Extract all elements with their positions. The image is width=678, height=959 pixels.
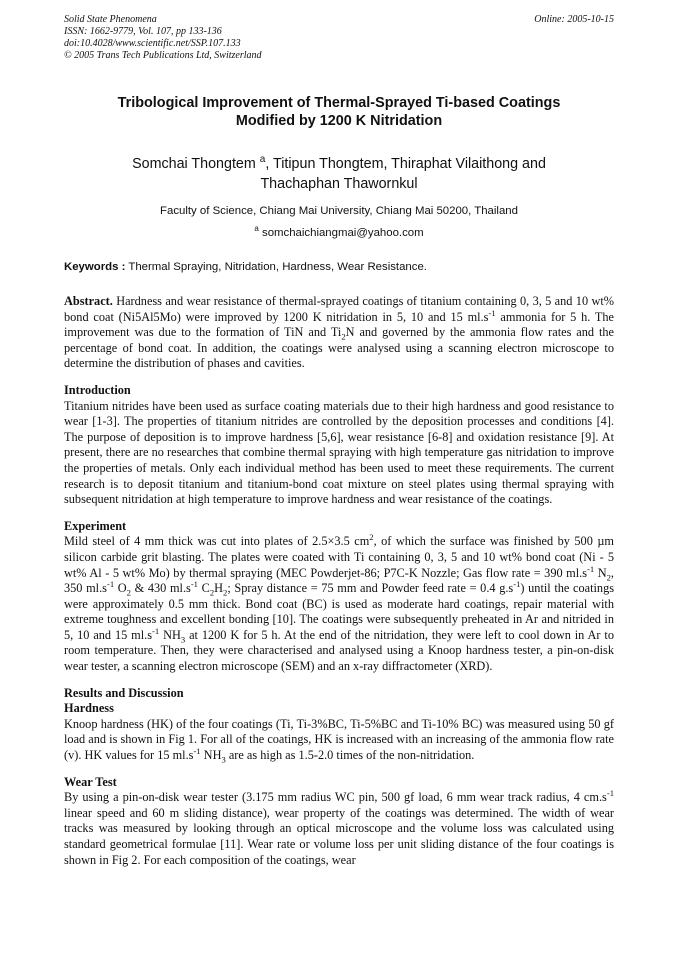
- superscript: -1: [606, 788, 614, 799]
- experiment-text-part: & 430 ml.s: [130, 581, 191, 596]
- experiment-text-part: at 1200 K for 5 h. At the end of the nitridation, they were left to cool down in Ar to room temperature. Then, they were characterised and analysed using a Knoop hardness tester, a pin-on-disk wear tester, a scanning electron microscope (SEM) and an x-ray diffractometer (XRD).: [64, 627, 614, 674]
- abstract: [64, 294, 614, 372]
- superscript: -1: [190, 579, 198, 589]
- superscript: -1: [513, 579, 521, 589]
- keywords-label: Keywords :: [64, 261, 126, 273]
- introduction-section: [64, 383, 614, 508]
- superscript: -1: [152, 625, 160, 636]
- results-section: [64, 686, 614, 869]
- wear-test-text: [64, 790, 614, 868]
- abstract-label: Abstract.: [64, 294, 113, 308]
- abstract-text: N and governed by the ammonia flow rates and the percentage of bond coat. In addition, the coatings were analysed using a scanning electron microscope to determine the distribution of phases and cavities.: [64, 325, 615, 371]
- hardness-text-part: Knoop hardness (HK) of the four coatings (Ti, Ti-3%BC, Ti-5%BC and Ti-10% BC) was measured using 50 gf load and is shown in Fig 1. For all of the coatings, HK is increased with an increasing of the ammonia flow rate (v). HK values for 15 ml.s: [64, 716, 614, 763]
- experiment-text-part: ) until the coatings were approximately 0.5 mm thick. Bond coat (BC) is used as moderate hard coatings, repair material with extreme toughness and excellent bonding [10]. The coatings were subsequently preheated in Ar and nitrided in 5, 10 and 15 ml.s: [64, 581, 615, 642]
- subscript: 2: [126, 587, 131, 598]
- abstract-text: Hardness and wear resistance of thermal-sprayed coatings of titanium containing 0, 3, 5 and 10 wt% bond coat (Ni5Al5Mo) were improved by 1200 K nitridation in 5, 10 and 15 ml.s: [64, 294, 614, 324]
- introduction-text: Titanium nitrides have been used as surface coating materials due to their high hardness and good resistance to wear [1-3]. The properties of titanium nitrides are controlled by the deposition processes and conditions [4]. The purpose of deposition is to improve hardness [5,6], wear resistance [6-8] and oxidation resistance [9]. At present, there are no researches that combine thermal spraying with high temperature gas nitridation to improve the properties of metals. Only each individual method has been used to meet these requirements. The current research is to deposit titanium and titanium-bond coat mixture on steel plates using thermal spraying with subsequent nitridation at high temperature to improve hardness and wear resistance of the coatings.: [64, 398, 614, 507]
- results-heading: Results and Discussion: [64, 685, 184, 700]
- email-sup: a: [254, 224, 259, 234]
- subscript: 2: [209, 587, 215, 598]
- keywords: [64, 260, 614, 275]
- experiment-text-part: , 350 ml.s: [64, 565, 614, 596]
- hardness-text: [64, 717, 614, 764]
- hardness-heading: Hardness: [64, 701, 114, 716]
- experiment-text-part: , of which the surface was finished by 500 µm silicon carbide grit blasting. The plates were coated with Ti containing 0, 3, 5 and 10 wt% bond coat (Ni - 5 wt% Al - 5 wt% Mo) by thermal spraying (MEC Powderjet-86; P7C-K Nozzle; Gas flow rate = 390 ml.s: [64, 534, 614, 580]
- experiment-text-part: O: [114, 581, 127, 596]
- journal-issn: ISSN: 1662-9779, Vol. 107, pp 133-136: [64, 26, 222, 37]
- experiment-section: [64, 519, 614, 675]
- subscript: 2: [341, 331, 346, 342]
- email-address: somchaichiangmai@yahoo.com: [258, 227, 424, 239]
- wear-test-heading: Wear Test: [64, 774, 117, 789]
- other-authors: , Titipun Thongtem, Thiraphat Vilaithong and: [265, 156, 546, 172]
- first-author-sup: a: [259, 154, 266, 166]
- superscript: -1: [106, 579, 115, 589]
- hardness-text-part: NH: [200, 748, 222, 763]
- journal-copyright: © 2005 Trans Tech Publications Ltd, Switzerland: [64, 50, 262, 61]
- author-list: [64, 154, 614, 194]
- online-date: Online: 2005-10-15: [534, 14, 614, 25]
- superscript: -1: [587, 563, 595, 574]
- experiment-text-part: H: [214, 581, 224, 596]
- wear-text-part: By using a pin-on-disk wear tester (3.175 mm radius WC pin, 500 gf load, 6 mm wear track radius, 4 cm.s: [64, 790, 607, 805]
- abstract-text: ammonia for 5 h. The improvement was due to the formation of TiN and Ti: [64, 309, 614, 340]
- introduction-heading: Introduction: [64, 382, 131, 397]
- first-author: Somchai Thongtem: [132, 156, 256, 172]
- experiment-text-part: ; Spray distance = 75 mm and Powder feed rate = 0.4 g.s: [227, 581, 514, 596]
- superscript: -1: [488, 307, 496, 318]
- journal-doi: doi:10.4028/www.scientific.net/SSP.107.133: [64, 38, 241, 49]
- experiment-text-part: N: [594, 565, 607, 580]
- journal-name: Solid State Phenomena: [64, 14, 157, 25]
- subscript: 2: [606, 571, 611, 582]
- experiment-text: [64, 534, 614, 674]
- journal-header: [64, 14, 614, 64]
- experiment-heading: Experiment: [64, 518, 127, 533]
- paper-title: [64, 94, 614, 130]
- experiment-text-part: Mild steel of 4 mm thick was cut into plates of 2.5×3.5 cm: [64, 534, 370, 549]
- wear-text-part: linear speed and 60 m sliding distance), wear property of the coatings was determined. The width of wear tracks was measured by looking through an optical microscope and the volume loss was calculated using standard geometrical formulae [11]. Wear rate or volume loss per unit sliding distance of the four coatings is shown in Fig 2. For each composition of the coatings, wear: [64, 805, 614, 867]
- hardness-text-part: are as high as 1.5-2.0 times of the non-nitridation.: [225, 748, 475, 763]
- title-line-1: Tribological Improvement of Thermal-Sprayed Ti-based Coatings: [117, 95, 561, 111]
- superscript: 2: [369, 532, 374, 543]
- subscript: 2: [223, 587, 228, 598]
- experiment-text-part: NH: [159, 627, 181, 642]
- subscript: 3: [221, 754, 226, 765]
- author-line-2: Thachaphan Thawornkul: [260, 176, 418, 192]
- keywords-text: Thermal Spraying, Nitridation, Hardness, Wear Resistance.: [125, 261, 427, 273]
- author-email: [64, 226, 614, 241]
- title-line-2: Modified by 1200 K Nitridation: [235, 113, 443, 129]
- superscript: -1: [193, 745, 201, 756]
- affiliation: Faculty of Science, Chiang Mai University, Chiang Mai 50200, Thailand: [160, 205, 518, 217]
- author-line-1: [64, 154, 614, 174]
- subscript: 3: [180, 634, 186, 645]
- experiment-text-part: C: [197, 581, 210, 596]
